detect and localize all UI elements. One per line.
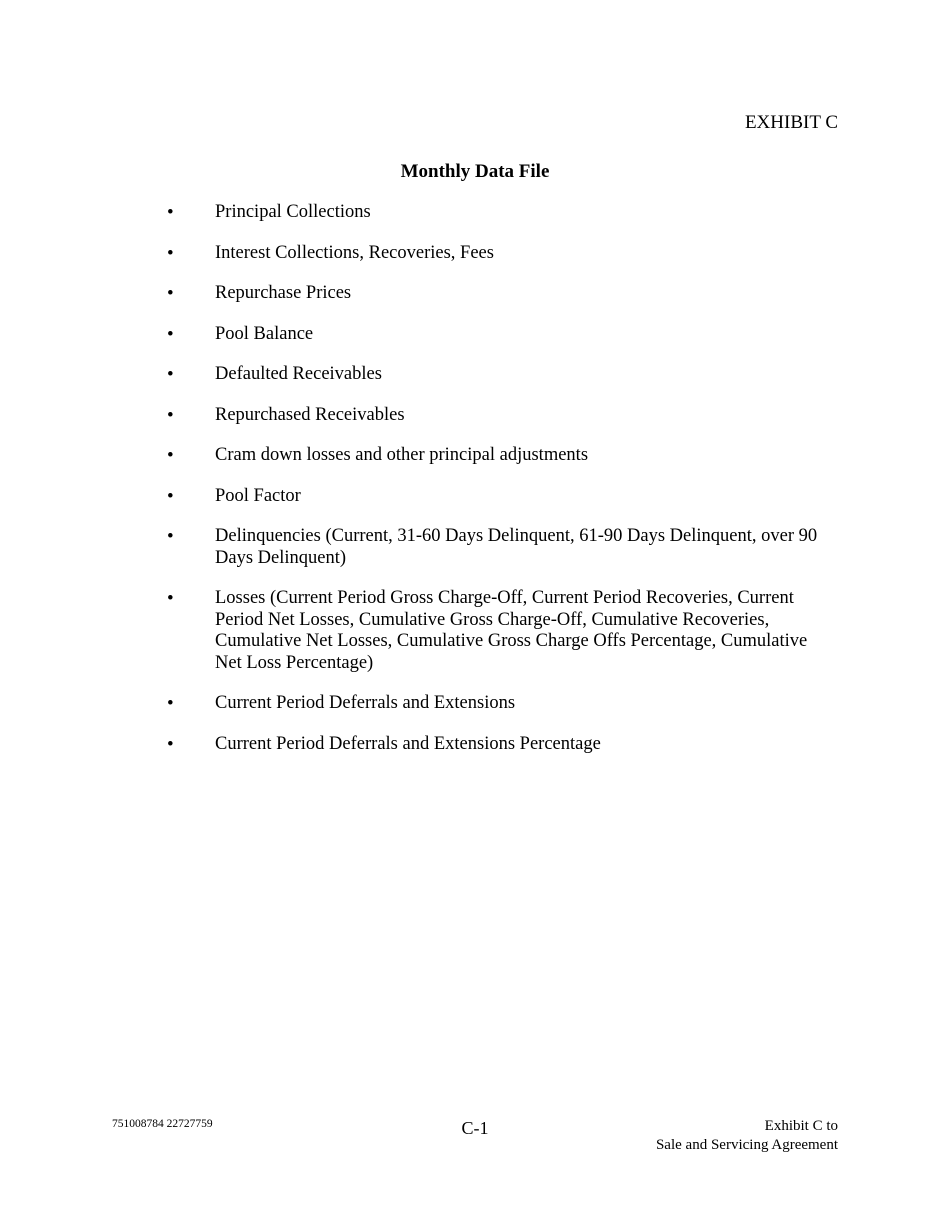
list-item-text: Pool Balance xyxy=(215,323,314,344)
footer-document-id: 751008784 22727759 xyxy=(112,1118,213,1130)
bullet-icon: • xyxy=(167,323,174,345)
exhibit-label: EXHIBIT C xyxy=(744,112,838,133)
page-title: Monthly Data File xyxy=(400,161,550,182)
list-item-text: Repurchased Receivables xyxy=(215,404,405,425)
list-item xyxy=(0,445,950,467)
list-item-text: Repurchase Prices xyxy=(215,283,352,303)
list-item-text: Pool Factor xyxy=(215,485,301,506)
list-item xyxy=(0,526,950,569)
list-item xyxy=(0,283,950,305)
footer-page-number: C-1 xyxy=(461,1118,489,1138)
list-item xyxy=(0,243,950,265)
bullet-icon: • xyxy=(167,242,174,264)
list-item xyxy=(0,588,950,674)
list-item-text: Losses (Current Period Gross Charge-Off, Current Period Recoveries, Current Period Net Losses, Cumulative Gross Charge-Off, Cumulative Recoveries, Cumulative Net Losses, Cumulative Gross Charge Offs Percentage, Cumulative Net Loss Percentage) xyxy=(215,588,808,673)
data-item-list xyxy=(0,202,950,774)
list-item-text: Current Period Deferrals and Extensions xyxy=(215,693,516,713)
footer-right-line-1: Exhibit C to xyxy=(764,1118,838,1134)
bullet-icon: • xyxy=(167,733,174,755)
bullet-icon: • xyxy=(167,445,174,466)
bullet-icon: • xyxy=(167,404,174,426)
bullet-icon: • xyxy=(167,364,174,385)
list-item xyxy=(0,202,950,224)
bullet-icon: • xyxy=(167,693,174,714)
list-item xyxy=(0,734,950,756)
list-item xyxy=(0,405,950,427)
list-item xyxy=(0,324,950,346)
list-item-text: Defaulted Receivables xyxy=(215,364,382,384)
bullet-icon: • xyxy=(167,526,174,547)
bullet-icon: • xyxy=(167,485,174,507)
list-item-text: Cram down losses and other principal adjustments xyxy=(215,445,589,465)
bullet-icon: • xyxy=(167,202,174,223)
list-item-text: Interest Collections, Recoveries, Fees xyxy=(215,242,494,263)
list-item xyxy=(0,693,950,715)
list-item-text: Current Period Deferrals and Extensions Percentage xyxy=(215,733,601,754)
bullet-icon: • xyxy=(167,588,174,609)
list-item-text: Delinquencies (Current, 31-60 Days Delinquent, 61-90 Days Delinquent, over 90 Days Delinquent) xyxy=(215,526,818,568)
footer-agreement-reference xyxy=(656,1117,838,1155)
list-item-text: Principal Collections xyxy=(215,202,371,222)
footer-right-line-2: Sale and Servicing Agreement xyxy=(655,1137,838,1153)
list-item xyxy=(0,364,950,386)
list-item xyxy=(0,486,950,508)
bullet-icon: • xyxy=(167,283,174,304)
